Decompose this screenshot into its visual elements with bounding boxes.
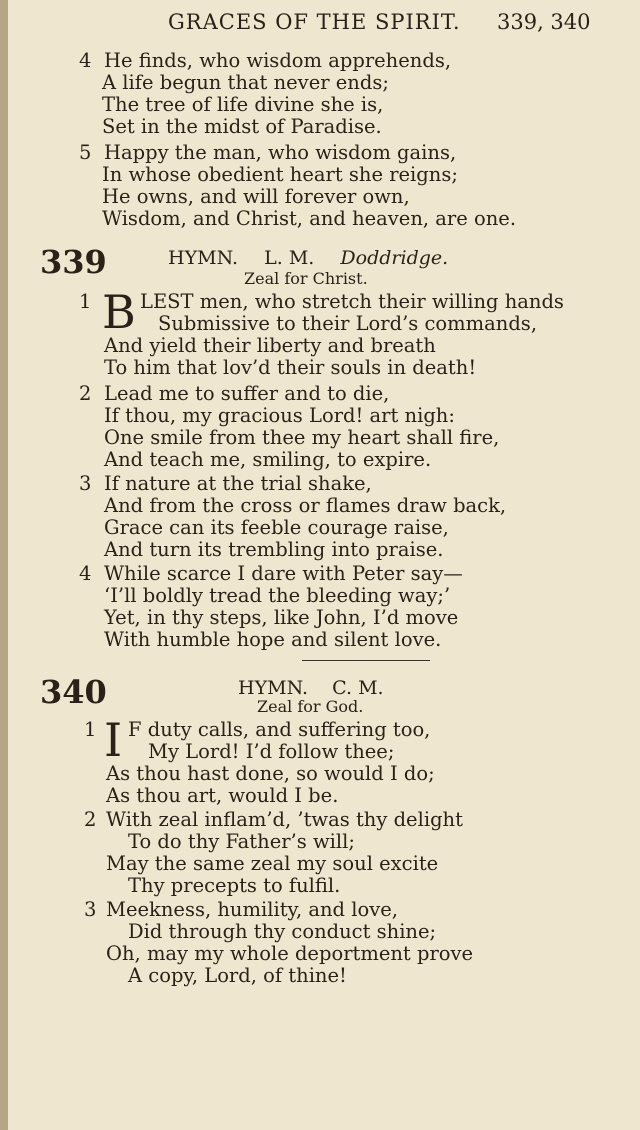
drop-capital: I — [104, 713, 123, 767]
verse-line: If thou, my gracious Lord! art nigh: — [104, 404, 455, 427]
hymn-label: HYMN. — [238, 677, 309, 699]
stanza-number: 2 — [84, 808, 97, 831]
verse-line: With humble hope and silent love. — [104, 628, 442, 651]
verse-line: Submissive to their Lord’s commands, — [158, 312, 538, 335]
verse-line: As thou hast done, so would I do; — [106, 762, 435, 785]
verse-line: The tree of life divine she is, — [102, 93, 384, 116]
verse-line: To him that lov’d their souls in death! — [104, 356, 477, 379]
verse-line: Meekness, humility, and love, — [106, 898, 398, 921]
verse-line: And turn its trembling into praise. — [104, 538, 444, 561]
stanza-number: 3 — [84, 898, 97, 921]
verse-line: Happy the man, who wisdom gains, — [104, 141, 457, 164]
stanza-number: 4 — [79, 49, 92, 72]
verse-line: And teach me, smiling, to expire. — [104, 448, 432, 471]
verse-line: And from the cross or flames draw back, — [104, 494, 507, 517]
verse-line: One smile from thee my heart shall fire, — [104, 426, 500, 449]
verse-line: A copy, Lord, of thine! — [128, 964, 347, 987]
stanza-number: 2 — [79, 382, 92, 405]
verse-line: While scarce I dare with Peter say— — [104, 562, 463, 585]
stanza-number: 5 — [79, 141, 92, 164]
verse-line: As thou art, would I be. — [106, 784, 339, 807]
verse-line: F duty calls, and suffering too, — [128, 718, 431, 741]
page-numbers: 339, 340 — [497, 10, 591, 34]
verse-line: To do thy Father’s will; — [128, 830, 355, 853]
verse-line: LEST men, who stretch their willing hands — [140, 290, 564, 313]
hymn-number: 340 — [40, 673, 107, 711]
stanza-number: 3 — [79, 472, 92, 495]
verse-line: Did through thy conduct shine; — [128, 920, 437, 943]
verse-line: ‘I’ll boldly tread the bleeding way;’ — [104, 584, 451, 607]
hymn-subtitle: Zeal for Christ. — [244, 269, 368, 288]
hymn-author: Doddridge. — [340, 247, 449, 269]
verse-line: May the same zeal my soul excite — [106, 852, 439, 875]
stanza-number: 1 — [79, 290, 92, 313]
hymn-heading — [168, 247, 448, 269]
verse-line: Lead me to suffer and to die, — [104, 382, 390, 405]
verse-line: Yet, in thy steps, like John, I’d move — [104, 606, 459, 629]
hymn-heading — [238, 677, 384, 699]
verse-line: If nature at the trial shake, — [104, 472, 372, 495]
hymn-label: HYMN. — [168, 247, 239, 269]
verse-line: With zeal inflam’d, ’twas thy delight — [106, 808, 463, 831]
hymn-meter: L. M. — [264, 247, 315, 269]
hymn-number: 339 — [40, 243, 107, 281]
verse-line: Set in the midst of Paradise. — [102, 115, 382, 138]
verse-line: Thy precepts to fulfil. — [128, 874, 341, 897]
verse-line: Oh, may my whole deportment prove — [106, 942, 474, 965]
verse-line: And yield their liberty and breath — [104, 334, 436, 357]
hymn-subtitle: Zeal for God. — [257, 697, 364, 716]
verse-line: In whose obedient heart she reigns; — [102, 163, 458, 186]
stanza-number: 1 — [84, 718, 97, 741]
page-header — [0, 10, 640, 38]
drop-capital: B — [102, 285, 136, 339]
verse-line: Grace can its feeble courage raise, — [104, 516, 449, 539]
verse-line: He finds, who wisdom apprehends, — [104, 49, 452, 72]
running-title: GRACES OF THE SPIRIT. — [168, 10, 461, 34]
section-divider — [302, 660, 430, 661]
verse-line: He owns, and will forever own, — [102, 185, 410, 208]
stanza-number: 4 — [79, 562, 92, 585]
hymn-meter: C. M. — [332, 677, 384, 699]
page-spine-shadow — [0, 0, 8, 1130]
verse-line: Wisdom, and Christ, and heaven, are one. — [102, 207, 517, 230]
verse-line: A life begun that never ends; — [102, 71, 389, 94]
verse-line: My Lord! I’d follow thee; — [148, 740, 395, 763]
